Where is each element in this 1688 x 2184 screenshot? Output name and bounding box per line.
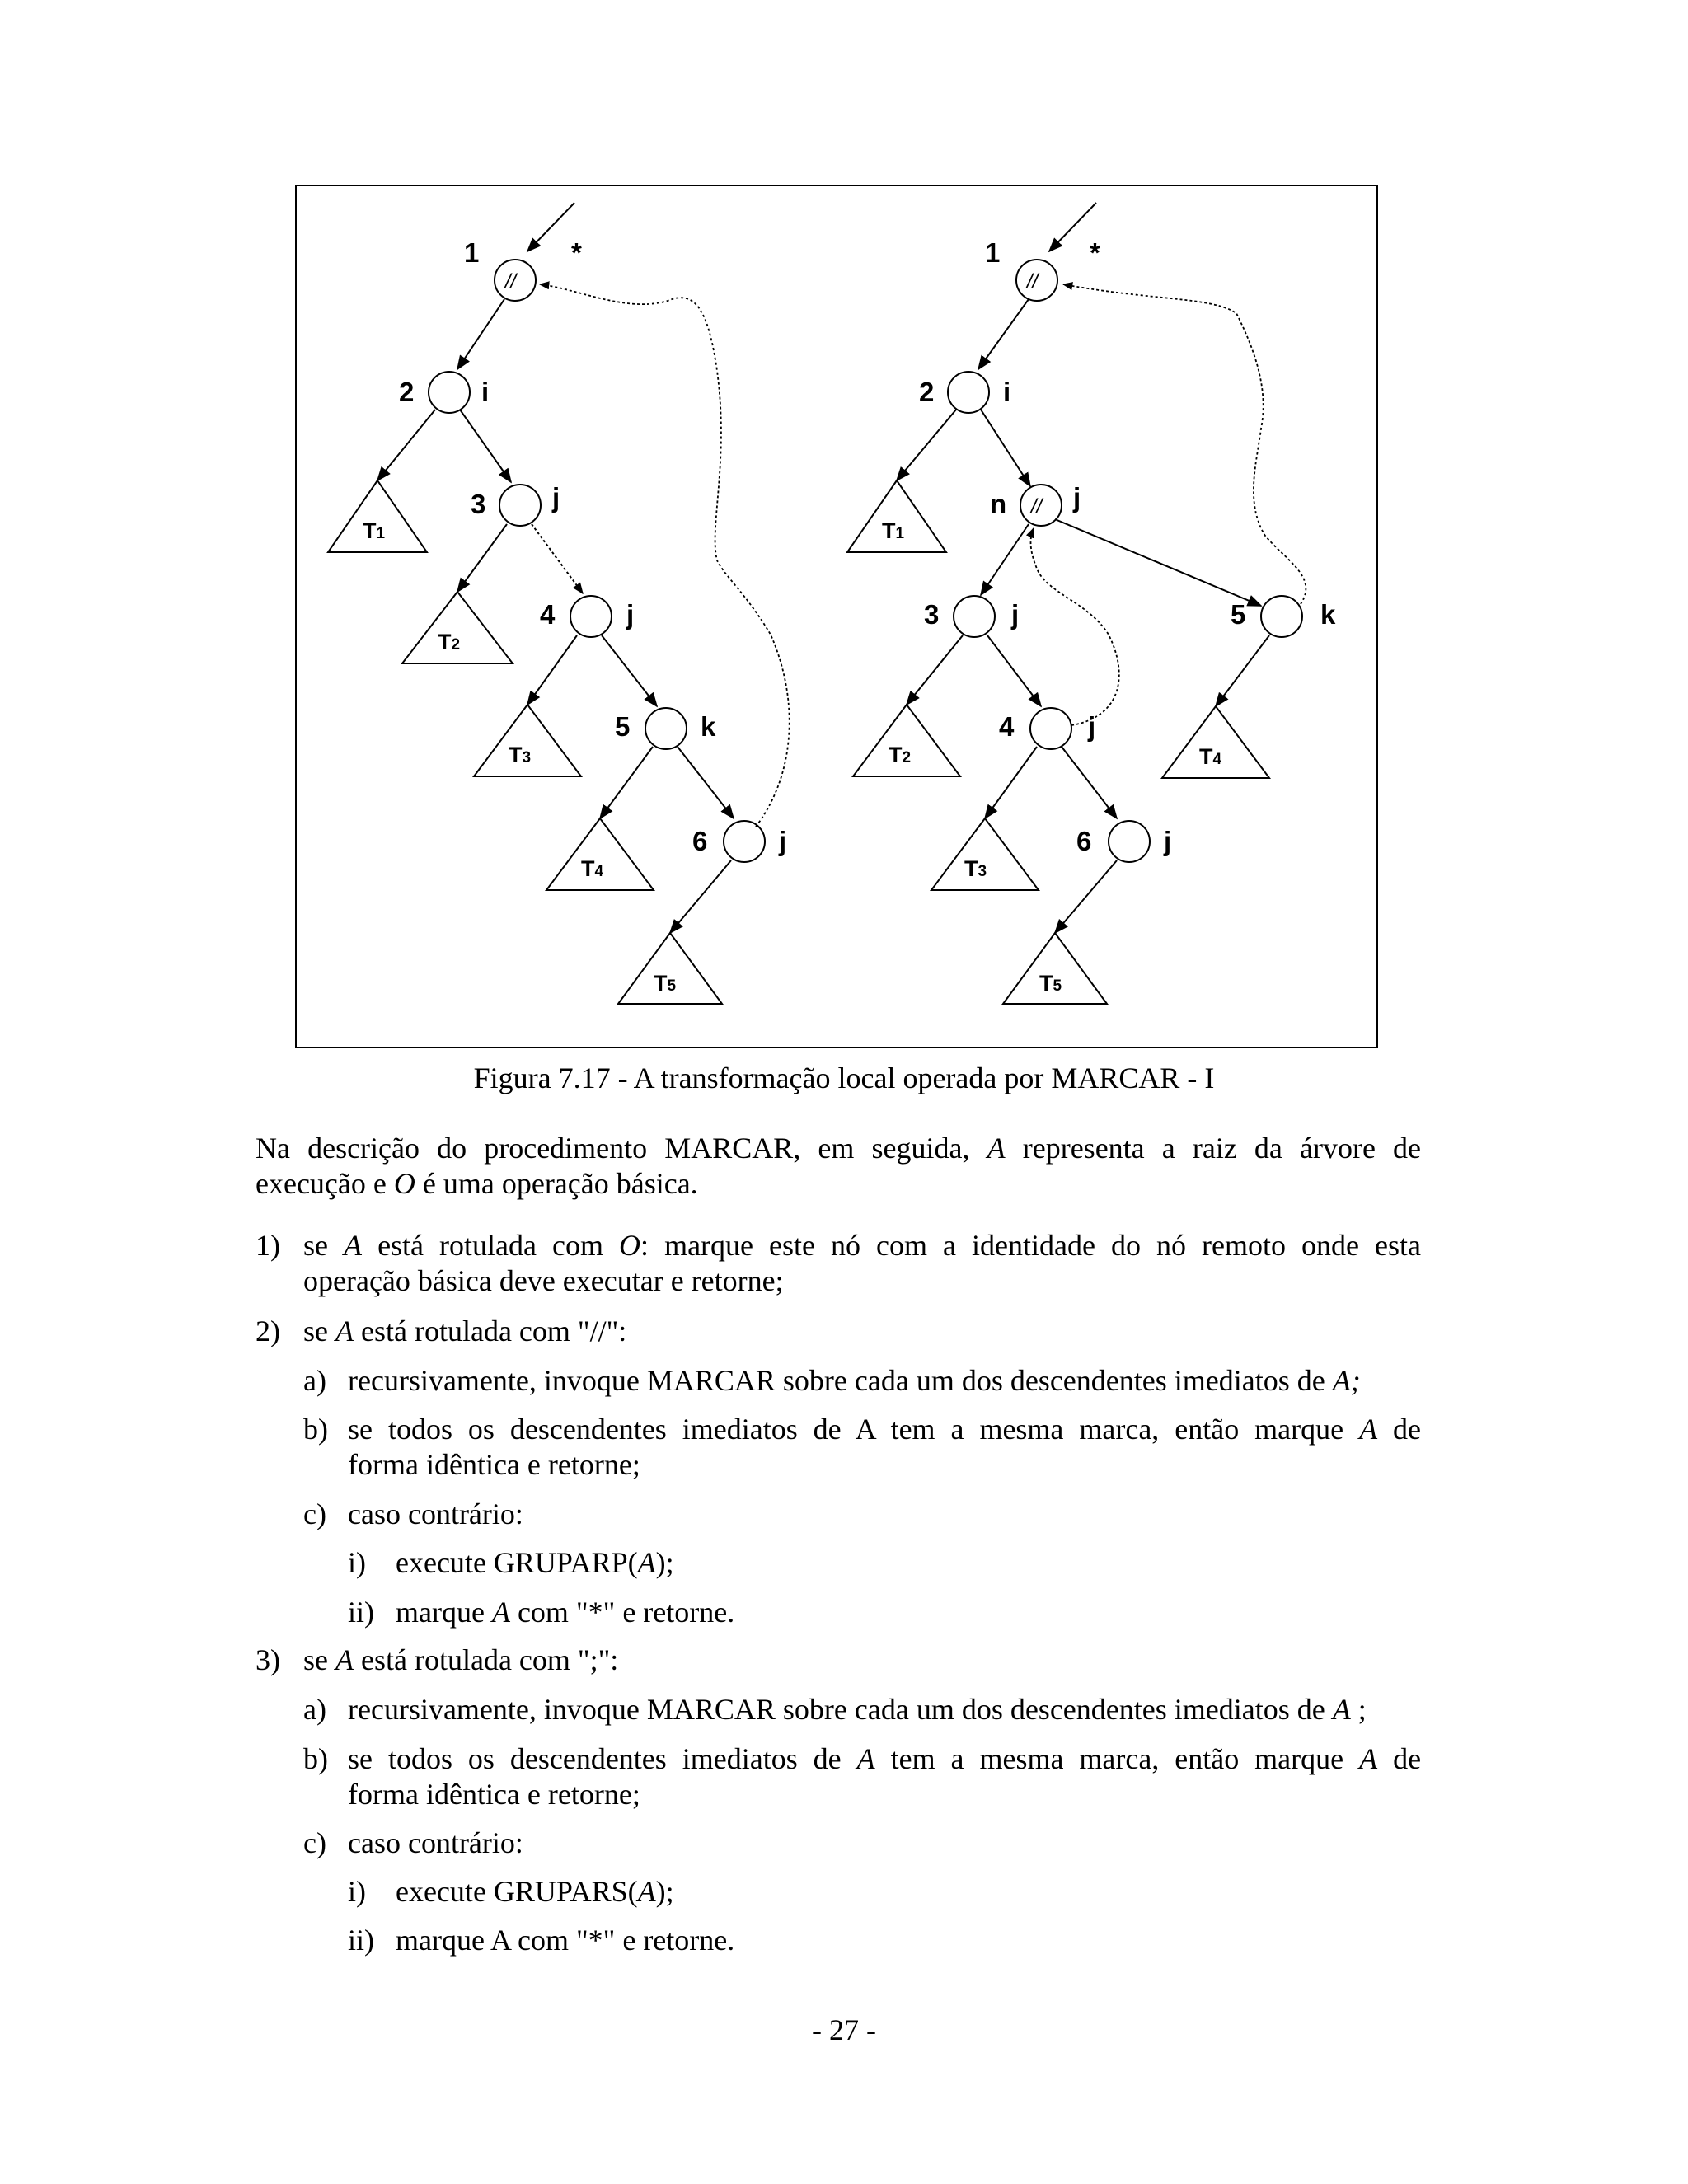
- item-3c-number: c): [303, 1826, 326, 1859]
- left-edge-3-4-dotted: [532, 524, 583, 593]
- right-subtree-T3-label: T3: [964, 856, 987, 881]
- item-2cii-number: ii): [348, 1596, 374, 1629]
- item-3b-number: b): [303, 1742, 328, 1775]
- left-subtree-T1-label: T1: [363, 518, 386, 543]
- left-root-incoming-edge: [528, 203, 574, 251]
- item-3b-line-2: forma idêntica e retorne;: [348, 1778, 640, 1811]
- left-node-3-number: 3: [471, 489, 486, 519]
- right-edge-4-6: [1062, 747, 1117, 818]
- item-3a-text: recursivamente, invoque MARCAR sobre cada um dos descendentes imediatos de A ;: [348, 1693, 1367, 1726]
- right-node-1-symbol: //: [1027, 270, 1039, 293]
- left-edge-1-2: [457, 299, 504, 369]
- right-edge-5-T4: [1216, 635, 1269, 706]
- right-backedge-5-1: [1063, 284, 1306, 604]
- right-edge-3-T2: [907, 635, 963, 705]
- right-subtree-T1-label: T1: [882, 518, 905, 543]
- left-node-1-number: 1: [464, 237, 480, 268]
- right-node-1-label: *: [1090, 237, 1100, 268]
- item-3-number: 3): [256, 1643, 280, 1676]
- left-edge-4-5: [602, 635, 657, 706]
- right-node-2: [948, 372, 989, 413]
- left-edge-2-T1: [377, 410, 435, 480]
- left-edge-5-6: [678, 747, 734, 818]
- tree-figure: [0, 0, 1688, 1063]
- right-subtree-T2-label: T2: [889, 743, 912, 767]
- left-backedge-6-1: [540, 284, 790, 827]
- left-node-2: [429, 372, 470, 413]
- right-node-4: [1030, 708, 1071, 749]
- left-subtree-T4-label: T4: [581, 856, 604, 881]
- item-2b-number: b): [303, 1413, 328, 1446]
- item-3cii-text: marque A com "*" e retorne.: [396, 1924, 735, 1957]
- right-edge-2-n: [981, 410, 1030, 486]
- item-1-line-2: operação básica deve executar e retorne;: [303, 1264, 784, 1297]
- left-edge-2-3: [460, 410, 511, 482]
- item-1-line-1: se A está rotulada com O: marque este nó com a identidade do nó remoto onde esta: [303, 1229, 1422, 1262]
- left-node-3: [499, 485, 541, 526]
- right-edge-3-4: [987, 635, 1041, 706]
- right-edge-n-5: [1055, 519, 1261, 606]
- item-2ci-number: i): [348, 1546, 366, 1579]
- item-2cii-text: marque A com "*" e retorne.: [396, 1596, 735, 1629]
- item-2-number: 2): [256, 1315, 280, 1347]
- right-node-n-label: j: [1073, 482, 1081, 513]
- figure-caption: Figura 7.17 - A transformação local operada por MARCAR - I: [473, 1062, 1215, 1094]
- item-3ci-text: execute GRUPARS(A);: [396, 1875, 674, 1908]
- left-node-1-label: *: [571, 237, 582, 268]
- left-edge-6-T5: [670, 860, 731, 933]
- right-backedge-4-n: [1031, 528, 1119, 725]
- left-subtree-T2-label: T2: [438, 630, 461, 654]
- item-2ci-text: execute GRUPARP(A);: [396, 1546, 674, 1579]
- right-node-5-number: 5: [1231, 599, 1246, 630]
- item-3b-line-1: se todos os descendentes imediatos de A tem a mesma marca, então marque A de: [348, 1742, 1422, 1775]
- right-node-6-label: j: [1164, 826, 1172, 856]
- right-node-3-label: j: [1011, 599, 1020, 630]
- left-tree-labels: [363, 237, 786, 996]
- right-subtree-T4-label: T4: [1199, 744, 1222, 769]
- right-node-4-number: 4: [999, 711, 1015, 742]
- right-node-1-number: 1: [985, 237, 1001, 268]
- right-edge-4-T3: [985, 747, 1037, 818]
- left-subtree-T5-label: T5: [654, 971, 677, 996]
- right-node-5-label: k: [1320, 599, 1336, 630]
- item-3-text: se A está rotulada com ";":: [303, 1643, 619, 1676]
- page-number: - 27 -: [812, 2013, 876, 2046]
- right-node-3-number: 3: [924, 599, 940, 630]
- left-edge-5-T4: [600, 747, 653, 818]
- item-3c-text: caso contrário:: [348, 1826, 523, 1859]
- item-2c-text: caso contrário:: [348, 1497, 523, 1530]
- left-node-6-number: 6: [692, 826, 708, 856]
- right-node-n-number: n: [990, 489, 1007, 519]
- left-node-2-label: i: [481, 377, 490, 407]
- right-edge-6-T5: [1055, 860, 1117, 933]
- item-2c-number: c): [303, 1497, 326, 1530]
- item-3a-number: a): [303, 1693, 326, 1726]
- left-node-4-label: j: [626, 599, 635, 630]
- right-subtree-T5-label: T5: [1039, 971, 1062, 996]
- item-2b-line-2: forma idêntica e retorne;: [348, 1448, 640, 1481]
- right-edge-n-3: [981, 524, 1029, 595]
- left-node-4: [570, 596, 612, 637]
- item-2a-text: recursivamente, invoque MARCAR sobre cada um dos descendentes imediatos de A;: [348, 1364, 1361, 1397]
- left-tree: [328, 203, 790, 1004]
- left-node-5-number: 5: [615, 711, 631, 742]
- item-2b-line-1: se todos os descendentes imediatos de A tem a mesma marca, então marque A de: [348, 1413, 1421, 1446]
- intro-line-1: Na descrição do procedimento MARCAR, em seguida, A representa a raiz da árvore de: [256, 1132, 1422, 1165]
- right-tree-labels: [882, 237, 1336, 996]
- item-3ci-number: i): [348, 1875, 366, 1908]
- left-node-4-number: 4: [540, 599, 556, 630]
- right-node-3: [954, 596, 995, 637]
- left-edge-4-T3: [528, 635, 577, 705]
- right-edge-2-T1: [897, 410, 956, 480]
- right-edge-1-2: [978, 299, 1029, 369]
- item-2a-number: a): [303, 1364, 326, 1397]
- left-node-5-label: k: [701, 711, 716, 742]
- right-node-2-number: 2: [919, 377, 935, 407]
- item-1-number: 1): [256, 1229, 280, 1262]
- left-node-5: [645, 708, 687, 749]
- right-node-6: [1109, 821, 1150, 862]
- left-node-6-label: j: [779, 826, 787, 856]
- item-3cii-number: ii): [348, 1924, 374, 1957]
- right-node-6-number: 6: [1076, 826, 1092, 856]
- left-node-6: [724, 821, 765, 862]
- left-node-1-symbol: //: [505, 270, 517, 293]
- intro-line-2: execução e O é uma operação básica.: [256, 1167, 698, 1200]
- right-node-n-symbol: //: [1031, 495, 1043, 518]
- right-node-5: [1261, 596, 1302, 637]
- right-node-2-label: i: [1003, 377, 1011, 407]
- right-node-4-label: j: [1088, 711, 1096, 742]
- left-subtree-T3-label: T3: [509, 743, 532, 767]
- left-edge-3-T2: [457, 524, 507, 592]
- item-2-text: se A está rotulada com "//":: [303, 1315, 627, 1347]
- left-node-3-label: j: [552, 482, 560, 513]
- left-node-2-number: 2: [399, 377, 415, 407]
